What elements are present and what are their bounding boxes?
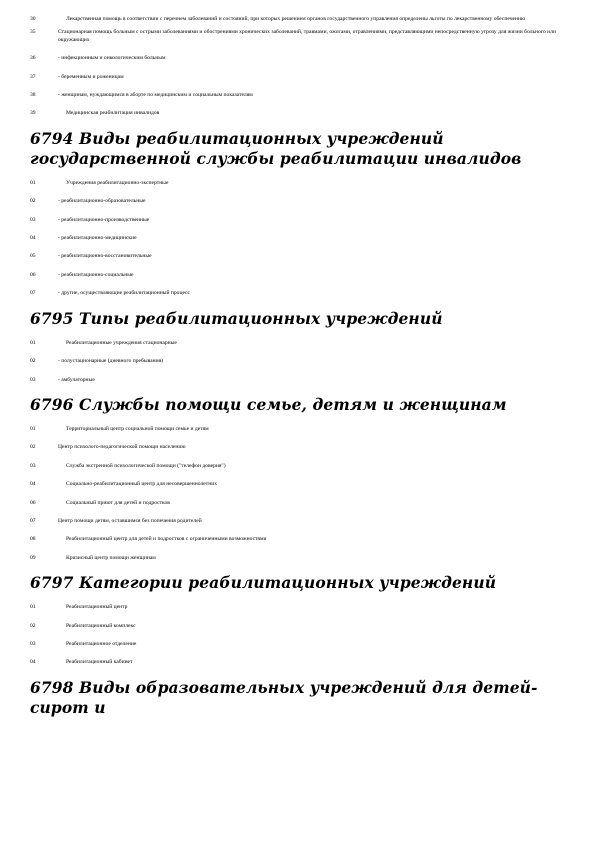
item-text: Реабилитационный комплекс [66, 622, 136, 629]
item-code: 04 [30, 659, 36, 666]
item-code: 05 [30, 253, 36, 260]
item-code: 03 [30, 216, 36, 223]
item-text: - инфекционным и онкологическим больным [58, 55, 166, 62]
item-code: 07 [30, 517, 36, 524]
item-text: Реабилитационные учреждения стационарные [66, 339, 177, 346]
section-heading: 6795 Типы реабилитационных учреждений [30, 308, 443, 328]
list-item [30, 16, 570, 23]
list-item [30, 500, 570, 507]
item-text: Территориальный центр социальной помощи семье и детям [66, 425, 209, 432]
list-item [30, 110, 570, 117]
item-code: 01 [30, 604, 36, 611]
section-6794 [30, 129, 570, 298]
item-code: 38 [30, 92, 36, 99]
item-text: Реабилитационный центр [66, 604, 128, 611]
item-text: Медицинская реабилитация инвалидов [66, 110, 160, 117]
list-item [30, 555, 570, 562]
list-item [30, 659, 570, 666]
list-item [30, 463, 570, 470]
item-code: 06 [30, 499, 36, 506]
item-code: 03 [30, 640, 36, 647]
list-item [30, 340, 570, 347]
document-page [30, 16, 570, 718]
list-item [30, 623, 570, 630]
item-code: 04 [30, 235, 36, 242]
item-text: - реабилитационно-восстановительные [58, 253, 152, 260]
item-text: - женщинам, нуждающимся в аборте по медицинским и социальным показателям [58, 92, 253, 99]
item-code: 03 [30, 376, 36, 383]
item-text: - реабилитационно-медицинские [58, 235, 137, 242]
item-code: 08 [30, 536, 36, 543]
section-heading: 6794 Виды реабилитационных учреждений государственной службы реабилитации инвалидов [30, 128, 522, 168]
item-text: Служба экстренной психологической помощи ("телефон доверия") [66, 462, 226, 469]
item-text: Реабилитационное отделение [66, 640, 137, 647]
section-6798 [30, 678, 570, 718]
item-code: 02 [30, 358, 36, 365]
item-text: Реабилитационный кабинет [66, 659, 133, 666]
item-code: 09 [30, 554, 36, 561]
item-code: 04 [30, 481, 36, 488]
item-code: 03 [30, 462, 36, 469]
section-heading: 6798 Виды образовательных учреждений для детей-сирот и [30, 677, 538, 717]
item-text: Социально-реабилитационный центр для несовершеннолетних [66, 481, 217, 488]
item-code: 39 [30, 110, 36, 117]
list-item [30, 377, 570, 384]
item-text: Центр помощи детям, оставшимся без попечения родителей [58, 517, 202, 524]
section-6795 [30, 309, 570, 384]
item-code: 07 [30, 290, 36, 297]
item-text: - амбулаторные [58, 376, 95, 383]
list-item [30, 481, 570, 488]
section-6796 [30, 395, 570, 562]
section-6797 [30, 573, 570, 667]
item-text: Центр психолого-педагогической помощи населению [58, 444, 186, 451]
item-code: 02 [30, 444, 36, 451]
item-text: Кризисный центр помощи женщинам [66, 554, 156, 561]
list-item [30, 604, 570, 611]
item-text: - беременным и роженицам [58, 73, 124, 80]
list-item [30, 55, 570, 62]
list-item [30, 29, 570, 44]
item-code: 06 [30, 271, 36, 278]
item-text: Социальный приют для детей и подростков [66, 499, 170, 506]
list-item [30, 74, 570, 81]
section-heading: 6797 Категории реабилитационных учреждений [30, 573, 497, 593]
list-item [30, 290, 570, 297]
item-text: - реабилитационно-социальные [58, 271, 134, 278]
list-item [30, 180, 570, 187]
item-code: 01 [30, 425, 36, 432]
list-item [30, 518, 570, 525]
list-item [30, 253, 570, 260]
item-text: Учреждения реабилитационно-экспертные [66, 179, 169, 186]
item-code: 36 [30, 55, 36, 62]
list-item [30, 198, 570, 205]
item-code: 35 [30, 29, 36, 36]
list-item [30, 444, 570, 451]
item-code: 30 [30, 16, 36, 22]
list-item [30, 358, 570, 365]
item-text: Реабилитационный центр для детей и подростков с ограниченными возможностями [66, 536, 267, 543]
item-code: 37 [30, 73, 36, 80]
item-code: 01 [30, 179, 36, 186]
item-text: - другие, осуществляющие реабилитационный процесс [58, 290, 191, 297]
list-item [30, 536, 570, 543]
list-item [30, 426, 570, 433]
section-heading: 6796 Службы помощи семье, детям и женщинам [30, 394, 507, 414]
item-code: 02 [30, 622, 36, 629]
item-code: 02 [30, 198, 36, 205]
list-item [30, 641, 570, 648]
top-list [30, 16, 570, 118]
item-text: Лекарственная помощь в соответствии с перечнем заболеваний и состояний, при которых решением органов государственного управления определены льготы по лекарственному обеспечению [66, 16, 526, 22]
list-item [30, 92, 570, 99]
item-code: 01 [30, 339, 36, 346]
item-text: Стационарная помощь больным с острыми заболеваниями и обострениями хронических заболеваний, травмами, ожогами, отравлениями, представляющими непосредственную угрозу для жизни больного или окружающих [58, 29, 556, 43]
list-item [30, 235, 570, 242]
item-text: - реабилитационно-производственные [58, 216, 150, 223]
list-item [30, 217, 570, 224]
item-text: - полустационарные (дневного пребывания) [58, 358, 164, 365]
list-item [30, 272, 570, 279]
item-text: - реабилитационно-образовательные [58, 198, 146, 205]
